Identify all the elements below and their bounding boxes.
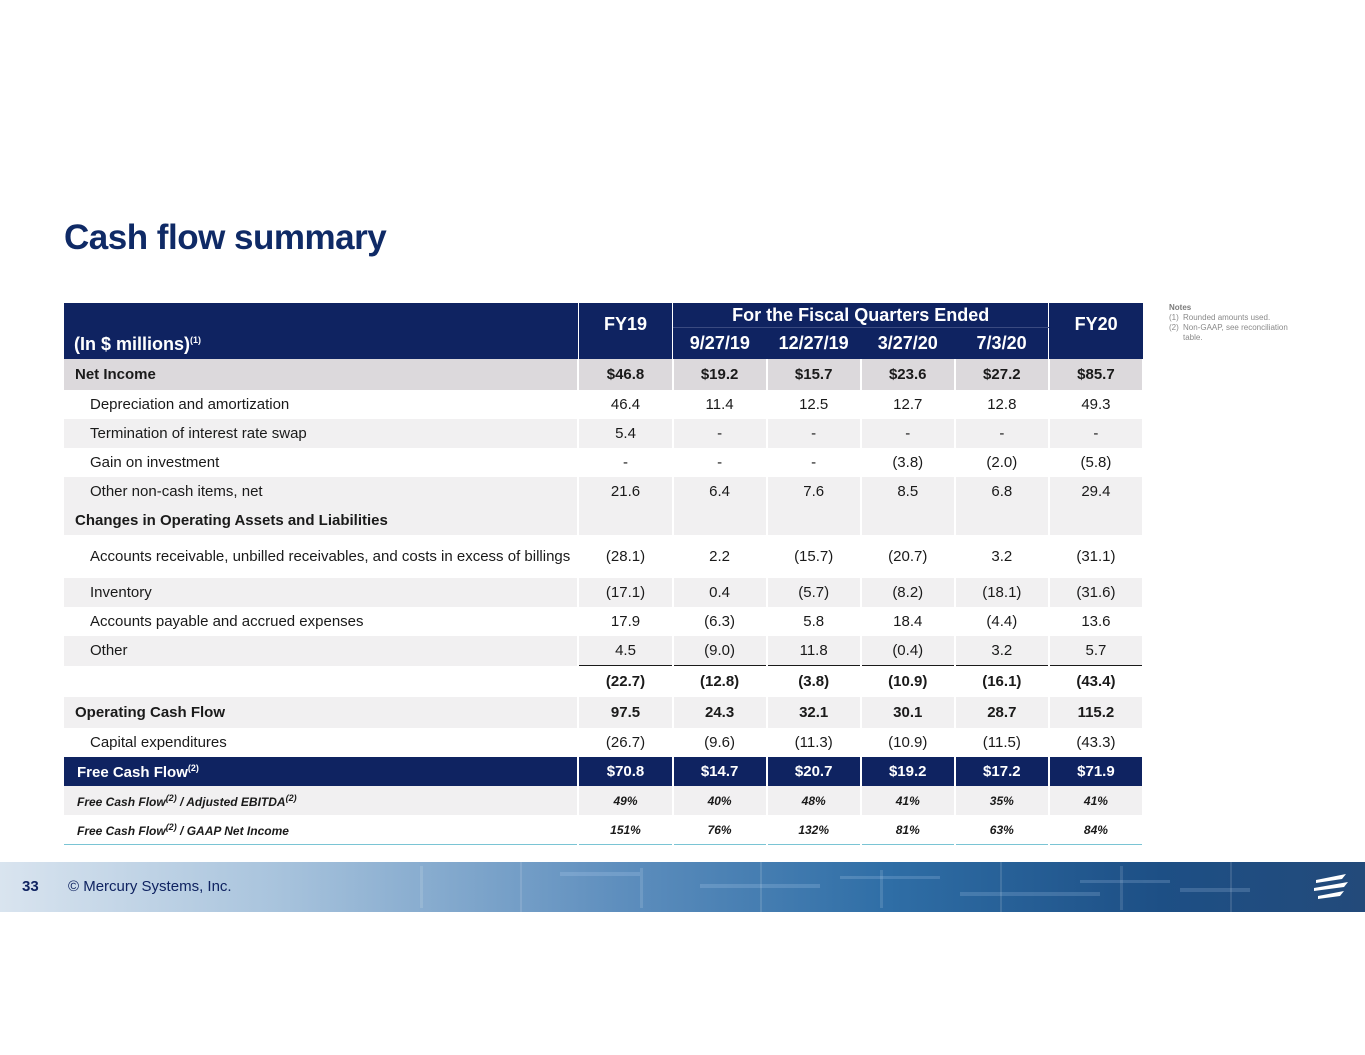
col-header-fy20: FY20	[1049, 303, 1143, 359]
value-cell: 3.2	[955, 535, 1049, 578]
value-cell: 18.4	[861, 607, 955, 636]
notes	[1169, 303, 1299, 343]
value-cell: 6.4	[673, 477, 767, 506]
note-number: (2)	[1169, 323, 1179, 332]
change-row	[64, 607, 1143, 636]
value-cell: $71.9	[1049, 757, 1143, 786]
value-cell: $19.2	[861, 757, 955, 786]
unit-label: (In $ millions)$^{(1)}$	[74, 334, 202, 354]
value-cell: (16.1)	[955, 666, 1049, 698]
value-cell: 49.3	[1049, 390, 1143, 419]
value-cell: 5.7	[1049, 636, 1143, 666]
free-cash-flow-row	[64, 757, 1143, 786]
value-cell: 5.4	[578, 419, 672, 448]
value-cell: (9.6)	[673, 728, 767, 757]
value-cell: (15.7)	[767, 535, 861, 578]
value-cell: (12.8)	[673, 666, 767, 698]
value-cell: (6.3)	[673, 607, 767, 636]
value-cell: 2.2	[673, 535, 767, 578]
value-cell: 8.5	[861, 477, 955, 506]
value-cell: -	[955, 419, 1049, 448]
value-cell: $19.2	[673, 359, 767, 390]
notes-heading: Notes	[1169, 303, 1192, 312]
section-heading-row	[64, 506, 1143, 535]
value-cell: -	[767, 419, 861, 448]
value-cell	[955, 506, 1049, 535]
row-label: Accounts payable and accrued expenses	[64, 607, 578, 636]
net-income-row	[64, 359, 1143, 390]
row-label: Other non-cash items, net	[64, 477, 578, 506]
value-cell: 41%	[861, 786, 955, 815]
value-cell: 41%	[1049, 786, 1143, 815]
value-cell: (11.3)	[767, 728, 861, 757]
value-cell: 12.8	[955, 390, 1049, 419]
footer	[0, 862, 1365, 912]
col-header-quarter: 12/27/19	[767, 328, 861, 360]
operating-cash-flow-row	[64, 697, 1143, 728]
value-cell: (31.1)	[1049, 535, 1143, 578]
page-title: Cash flow summary	[64, 218, 387, 257]
value-cell: -	[1049, 419, 1143, 448]
row-label: Gain on investment	[64, 448, 578, 477]
changes-total-row	[64, 666, 1143, 698]
value-cell: 76%	[673, 815, 767, 845]
note-text: Non-GAAP, see reconciliation table.	[1183, 323, 1288, 342]
value-cell: 40%	[673, 786, 767, 815]
value-cell: 97.5	[578, 697, 672, 728]
cash-flow-table	[64, 303, 1144, 845]
value-cell: $23.6	[861, 359, 955, 390]
row-label: Free Cash Flow$^{(2)}$ / Adjusted EBITDA$^{(2)}$	[64, 786, 578, 815]
value-cell: $15.7	[767, 359, 861, 390]
value-cell: 11.8	[767, 636, 861, 666]
value-cell: $46.8	[578, 359, 672, 390]
value-cell: 35%	[955, 786, 1049, 815]
value-cell: (9.0)	[673, 636, 767, 666]
value-cell: 46.4	[578, 390, 672, 419]
col-header-fy19: FY19	[578, 303, 672, 359]
adjustment-row	[64, 419, 1143, 448]
col-header-quarter: 3/27/20	[861, 328, 955, 360]
value-cell: (11.5)	[955, 728, 1049, 757]
value-cell: -	[578, 448, 672, 477]
change-row	[64, 578, 1143, 607]
note-item	[1169, 313, 1299, 323]
value-cell: (10.9)	[861, 728, 955, 757]
note-text: Rounded amounts used.	[1183, 313, 1271, 322]
value-cell	[673, 506, 767, 535]
note-number: (1)	[1169, 313, 1179, 322]
value-cell: 151%	[578, 815, 672, 845]
value-cell: (10.9)	[861, 666, 955, 698]
unit-label-cell	[64, 303, 578, 359]
value-cell: $70.8	[578, 757, 672, 786]
row-label: Operating Cash Flow	[64, 697, 578, 728]
value-cell: 6.8	[955, 477, 1049, 506]
note-item	[1169, 323, 1299, 343]
value-cell: (2.0)	[955, 448, 1049, 477]
value-cell: (43.3)	[1049, 728, 1143, 757]
value-cell: (5.7)	[767, 578, 861, 607]
value-cell: (17.1)	[578, 578, 672, 607]
value-cell: (4.4)	[955, 607, 1049, 636]
value-cell: $27.2	[955, 359, 1049, 390]
value-cell: 4.5	[578, 636, 672, 666]
capex-row	[64, 728, 1143, 757]
value-cell: (5.8)	[1049, 448, 1143, 477]
adjustment-row	[64, 390, 1143, 419]
quarter-group-header: For the Fiscal Quarters Ended	[673, 303, 1049, 328]
value-cell: (18.1)	[955, 578, 1049, 607]
row-label: Free Cash Flow$^{(2)}$	[64, 757, 578, 786]
change-row	[64, 535, 1143, 578]
value-cell: -	[673, 448, 767, 477]
row-label: Changes in Operating Assets and Liabilities	[64, 506, 578, 535]
value-cell: 12.5	[767, 390, 861, 419]
row-label: Capital expenditures	[64, 728, 578, 757]
value-cell: 13.6	[1049, 607, 1143, 636]
value-cell	[1049, 506, 1143, 535]
header-row-top	[64, 303, 1143, 328]
value-cell: 32.1	[767, 697, 861, 728]
row-label: Free Cash Flow$^{(2)}$ / GAAP Net Income	[64, 815, 578, 845]
value-cell	[767, 506, 861, 535]
value-cell: $20.7	[767, 757, 861, 786]
value-cell: -	[861, 419, 955, 448]
row-label: Net Income	[64, 359, 578, 390]
value-cell: 81%	[861, 815, 955, 845]
value-cell: 3.2	[955, 636, 1049, 666]
value-cell: 29.4	[1049, 477, 1143, 506]
value-cell: (22.7)	[578, 666, 672, 698]
value-cell: 132%	[767, 815, 861, 845]
ratio-row	[64, 786, 1143, 815]
ratio-row	[64, 815, 1143, 845]
value-cell: (8.2)	[861, 578, 955, 607]
row-label: Depreciation and amortization	[64, 390, 578, 419]
row-label: Other	[64, 636, 578, 666]
value-cell: (0.4)	[861, 636, 955, 666]
value-cell: (31.6)	[1049, 578, 1143, 607]
value-cell: 30.1	[861, 697, 955, 728]
value-cell: 11.4	[673, 390, 767, 419]
value-cell: $17.2	[955, 757, 1049, 786]
value-cell: (3.8)	[767, 666, 861, 698]
change-row	[64, 636, 1143, 666]
value-cell: 5.8	[767, 607, 861, 636]
row-label: Termination of interest rate swap	[64, 419, 578, 448]
value-cell: 24.3	[673, 697, 767, 728]
value-cell: 28.7	[955, 697, 1049, 728]
col-header-quarter: 7/3/20	[955, 328, 1049, 360]
adjustment-row	[64, 448, 1143, 477]
page-number: 33	[22, 878, 39, 895]
value-cell: $85.7	[1049, 359, 1143, 390]
value-cell: 17.9	[578, 607, 672, 636]
value-cell: 0.4	[673, 578, 767, 607]
value-cell: 49%	[578, 786, 672, 815]
value-cell: -	[673, 419, 767, 448]
value-cell: (28.1)	[578, 535, 672, 578]
value-cell	[861, 506, 955, 535]
value-cell	[578, 506, 672, 535]
value-cell: -	[767, 448, 861, 477]
value-cell: 84%	[1049, 815, 1143, 845]
value-cell: (20.7)	[861, 535, 955, 578]
row-label: Inventory	[64, 578, 578, 607]
value-cell: 63%	[955, 815, 1049, 845]
value-cell: $14.7	[673, 757, 767, 786]
value-cell: (43.4)	[1049, 666, 1143, 698]
row-label	[64, 666, 578, 698]
value-cell: 21.6	[578, 477, 672, 506]
value-cell: (3.8)	[861, 448, 955, 477]
col-header-quarter: 9/27/19	[673, 328, 767, 360]
row-label: Accounts receivable, unbilled receivables, and costs in excess of billings	[64, 535, 578, 578]
adjustment-row	[64, 477, 1143, 506]
value-cell: 12.7	[861, 390, 955, 419]
value-cell: 48%	[767, 786, 861, 815]
copyright: © Mercury Systems, Inc.	[68, 878, 232, 895]
value-cell: 7.6	[767, 477, 861, 506]
value-cell: (26.7)	[578, 728, 672, 757]
mercury-logo-icon	[1312, 870, 1352, 904]
value-cell: 115.2	[1049, 697, 1143, 728]
